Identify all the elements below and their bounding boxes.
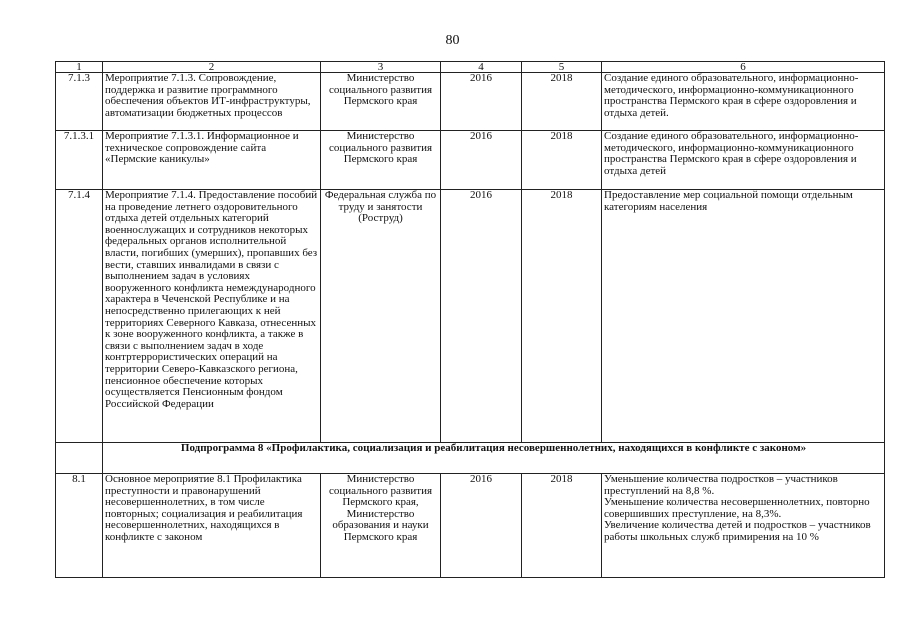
row-executor: Министерство социального развития Пермского края [321,131,441,190]
header-cell: 3 [321,62,441,73]
header-cell: 6 [602,62,885,73]
row-name: Мероприятие 7.1.4. Предоставление пособий на проведение летнего оздоровительного отдыха детей отдельных категорий военнослужащих и сотрудников некоторых федеральных органов исполнительной власти, погибших (умерших), пропавших без вести, ставших инвалидами в связи с выполнением задач в условиях вооруженного конфликта немеждународного характера в Чеченской Республике и на непосредственно прилегающих к ней территориях Северного Кавказа, отнесенных к зоне вооруженного конфликта, а также в связи с выполнением задач в ходе контртеррористических операций на территории Северо-Кавказского региона, пенсионное обеспечение которых осуществляется Пенсионным фондом Российской Федерации [103,190,321,443]
row-end-year: 2018 [522,474,602,578]
header-cell: 2 [103,62,321,73]
row-start-year: 2016 [441,474,522,578]
table-row [56,190,885,443]
row-start-year: 2016 [441,131,522,190]
subprogram-empty-cell [56,443,103,474]
table-row [56,73,885,131]
page-number: 80 [445,33,460,48]
result-line: Увеличение количества детей и подростков – участников работы школьных служб примирения на 10 % [604,519,871,543]
row-code: 7.1.3.1 [56,131,103,190]
row-code: 8.1 [56,474,103,578]
result-line: Уменьшение количества подростков – участников преступлений на 8,8 %. [604,473,838,497]
table-row [56,474,885,578]
header-cell: 5 [522,62,602,73]
row-end-year: 2018 [522,73,602,131]
row-result: Создание единого образовательного, информационно-методического, информационно-коммуникационного пространства Пермского края в сфере оздоровления и отдыха детей [602,131,885,190]
subprogram-row [56,443,885,474]
header-cell: 4 [441,62,522,73]
row-start-year: 2016 [441,190,522,443]
row-start-year: 2016 [441,73,522,131]
program-table [55,61,885,578]
result-line: Уменьшение количества несовершеннолетних, повторно совершивших преступление, на 8,3%. [604,496,870,520]
row-code: 7.1.4 [56,190,103,443]
table-row [56,131,885,190]
row-result: Создание единого образовательного, информационно-методического, информационно-коммуникационного пространства Пермского края в сфере оздоровления и отдыха детей. [602,73,885,131]
row-code: 7.1.3 [56,73,103,131]
row-end-year: 2018 [522,131,602,190]
header-row [56,62,885,73]
header-cell: 1 [56,62,103,73]
row-result: Предоставление мер социальной помощи отдельным категориям населения [602,190,885,443]
row-name: Основное мероприятие 8.1 Профилактика преступности и правонарушений несовершеннолетних, в том числе повторных; социализация и реабилитация несовершеннолетних, находящихся в конфликте с законом [103,474,321,578]
row-name: Мероприятие 7.1.3. Сопровождение, поддержка и развитие программного обеспечения объектов ИТ-инфраструктуры, автоматизации бюджетных процессов [103,73,321,131]
row-end-year: 2018 [522,190,602,443]
subprogram-title: Подпрограмма 8 «Профилактика, социализация и реабилитация несовершеннолетних, находящихся в конфликте с законом» [103,443,885,474]
row-executor: Федеральная служба по труду и занятости (Роструд) [321,190,441,443]
row-executor: Министерство социального развития Пермского края [321,73,441,131]
row-name: Мероприятие 7.1.3.1. Информационное и техническое сопровождение сайта «Пермские каникулы» [103,131,321,190]
row-result [602,474,885,578]
row-executor: Министерство социального развития Пермского края, Министерство образования и науки Пермского края [321,474,441,578]
